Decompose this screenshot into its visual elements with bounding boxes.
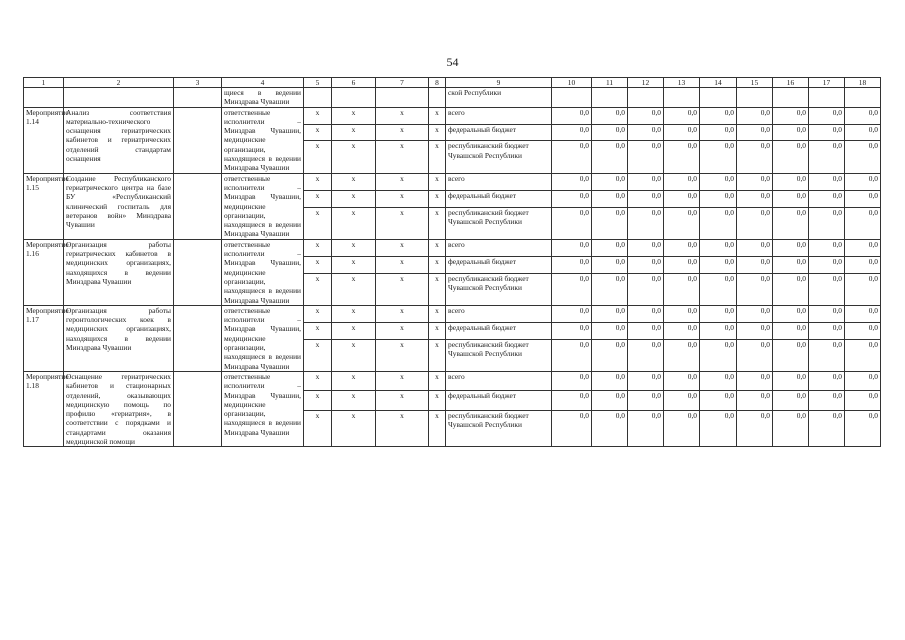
value-cell: 0,0 bbox=[737, 207, 773, 239]
code-cell: x bbox=[332, 141, 376, 173]
measure-name: Организация работы гериатрических кабинетов в медицинских организациях, находящихся в ведении Минздрава Чувашии bbox=[64, 239, 174, 305]
code-cell: x bbox=[304, 273, 332, 305]
value-cell: 0,0 bbox=[628, 305, 664, 322]
table-cell: ской Республики bbox=[446, 88, 552, 108]
code-cell: x bbox=[429, 391, 446, 410]
table-row bbox=[24, 239, 881, 256]
value-cell: 0,0 bbox=[664, 124, 700, 141]
code-cell: x bbox=[332, 256, 376, 273]
value-cell: 0,0 bbox=[592, 273, 628, 305]
value-cell: 0,0 bbox=[773, 371, 809, 390]
table-cell bbox=[174, 371, 222, 446]
value-cell: 0,0 bbox=[592, 410, 628, 447]
code-cell: x bbox=[332, 190, 376, 207]
funding-source: республиканский бюджет Чувашской Республики bbox=[446, 410, 552, 447]
code-cell: x bbox=[429, 322, 446, 339]
value-cell: 0,0 bbox=[628, 239, 664, 256]
value-cell: 0,0 bbox=[592, 207, 628, 239]
value-cell: 0,0 bbox=[552, 273, 592, 305]
table-cell bbox=[809, 88, 845, 108]
code-cell: x bbox=[304, 207, 332, 239]
value-cell: 0,0 bbox=[773, 141, 809, 173]
value-cell: 0,0 bbox=[700, 391, 737, 410]
funding-source: всего bbox=[446, 107, 552, 124]
table-cell bbox=[174, 239, 222, 305]
code-cell: x bbox=[332, 339, 376, 371]
code-cell: x bbox=[376, 339, 429, 371]
value-cell: 0,0 bbox=[628, 391, 664, 410]
column-header: 11 bbox=[592, 78, 628, 88]
value-cell: 0,0 bbox=[809, 410, 845, 447]
value-cell: 0,0 bbox=[809, 339, 845, 371]
code-cell: x bbox=[376, 273, 429, 305]
value-cell: 0,0 bbox=[809, 322, 845, 339]
value-cell: 0,0 bbox=[700, 207, 737, 239]
value-cell: 0,0 bbox=[664, 256, 700, 273]
code-cell: x bbox=[376, 410, 429, 447]
column-header: 2 bbox=[64, 78, 174, 88]
code-cell: x bbox=[429, 371, 446, 390]
value-cell: 0,0 bbox=[773, 107, 809, 124]
value-cell: 0,0 bbox=[809, 207, 845, 239]
column-header: 4 bbox=[222, 78, 304, 88]
value-cell: 0,0 bbox=[552, 107, 592, 124]
measure-name: Анализ соответствия материально-технического оснащения гериатрических кабинетов и гериатрических отделений стандартам оснащения bbox=[64, 107, 174, 173]
value-cell: 0,0 bbox=[809, 239, 845, 256]
code-cell: x bbox=[376, 322, 429, 339]
value-cell: 0,0 bbox=[700, 371, 737, 390]
column-header: 14 bbox=[700, 78, 737, 88]
value-cell: 0,0 bbox=[845, 173, 881, 190]
table-cell bbox=[376, 88, 429, 108]
value-cell: 0,0 bbox=[809, 273, 845, 305]
table-cell bbox=[174, 173, 222, 239]
table-cell bbox=[304, 88, 332, 108]
value-cell: 0,0 bbox=[700, 190, 737, 207]
value-cell: 0,0 bbox=[773, 391, 809, 410]
code-cell: x bbox=[376, 207, 429, 239]
value-cell: 0,0 bbox=[592, 190, 628, 207]
value-cell: 0,0 bbox=[552, 207, 592, 239]
value-cell: 0,0 bbox=[592, 173, 628, 190]
column-header: 13 bbox=[664, 78, 700, 88]
column-header: 15 bbox=[737, 78, 773, 88]
table-row bbox=[24, 305, 881, 322]
value-cell: 0,0 bbox=[592, 141, 628, 173]
measure-label: Мероприятие 1.15 bbox=[24, 173, 64, 239]
table-cell bbox=[592, 88, 628, 108]
code-cell: x bbox=[304, 173, 332, 190]
code-cell: x bbox=[332, 107, 376, 124]
value-cell: 0,0 bbox=[552, 256, 592, 273]
code-cell: x bbox=[304, 371, 332, 390]
value-cell: 0,0 bbox=[552, 305, 592, 322]
value-cell: 0,0 bbox=[845, 322, 881, 339]
column-header: 12 bbox=[628, 78, 664, 88]
value-cell: 0,0 bbox=[664, 305, 700, 322]
column-header: 6 bbox=[332, 78, 376, 88]
code-cell: x bbox=[332, 322, 376, 339]
value-cell: 0,0 bbox=[628, 322, 664, 339]
value-cell: 0,0 bbox=[737, 107, 773, 124]
value-cell: 0,0 bbox=[773, 273, 809, 305]
value-cell: 0,0 bbox=[737, 190, 773, 207]
table-cell bbox=[174, 305, 222, 371]
table-cell bbox=[628, 88, 664, 108]
value-cell: 0,0 bbox=[773, 124, 809, 141]
code-cell: x bbox=[376, 107, 429, 124]
table-row bbox=[24, 173, 881, 190]
measure-executors: ответственные исполнители – Минздрав Чувашии, медицинские организации, находящиеся в ведении Минздрава Чувашии bbox=[222, 107, 304, 173]
code-cell: x bbox=[429, 410, 446, 447]
measure-name: Организация работы геронтологических коек в медицинских организациях, находящихся в ведении Минздрава Чувашии bbox=[64, 305, 174, 371]
value-cell: 0,0 bbox=[700, 239, 737, 256]
value-cell: 0,0 bbox=[552, 141, 592, 173]
code-cell: x bbox=[332, 410, 376, 447]
value-cell: 0,0 bbox=[773, 322, 809, 339]
value-cell: 0,0 bbox=[700, 173, 737, 190]
code-cell: x bbox=[332, 173, 376, 190]
code-cell: x bbox=[332, 391, 376, 410]
value-cell: 0,0 bbox=[592, 256, 628, 273]
value-cell: 0,0 bbox=[737, 124, 773, 141]
value-cell: 0,0 bbox=[845, 339, 881, 371]
code-cell: x bbox=[304, 339, 332, 371]
value-cell: 0,0 bbox=[773, 239, 809, 256]
value-cell: 0,0 bbox=[845, 273, 881, 305]
value-cell: 0,0 bbox=[592, 339, 628, 371]
value-cell: 0,0 bbox=[737, 173, 773, 190]
funding-source: федеральный бюджет bbox=[446, 190, 552, 207]
value-cell: 0,0 bbox=[628, 141, 664, 173]
value-cell: 0,0 bbox=[737, 339, 773, 371]
table-cell bbox=[332, 88, 376, 108]
code-cell: x bbox=[332, 124, 376, 141]
column-header: 1 bbox=[24, 78, 64, 88]
value-cell: 0,0 bbox=[664, 207, 700, 239]
value-cell: 0,0 bbox=[809, 141, 845, 173]
code-cell: x bbox=[429, 339, 446, 371]
value-cell: 0,0 bbox=[628, 273, 664, 305]
table-cell bbox=[737, 88, 773, 108]
value-cell: 0,0 bbox=[664, 339, 700, 371]
value-cell: 0,0 bbox=[773, 410, 809, 447]
column-header: 8 bbox=[429, 78, 446, 88]
measure-label: Мероприятие 1.18 bbox=[24, 371, 64, 446]
table-cell bbox=[552, 88, 592, 108]
value-cell: 0,0 bbox=[700, 305, 737, 322]
measure-name: Создание Республиканского гериатрического центра на базе БУ «Республиканский клинический госпиталь для ветеранов войн» Минздрава Чувашии bbox=[64, 173, 174, 239]
column-header: 10 bbox=[552, 78, 592, 88]
code-cell: x bbox=[304, 391, 332, 410]
value-cell: 0,0 bbox=[592, 305, 628, 322]
value-cell: 0,0 bbox=[700, 322, 737, 339]
funding-source: всего bbox=[446, 239, 552, 256]
value-cell: 0,0 bbox=[773, 190, 809, 207]
funding-source: республиканский бюджет Чувашской Республики bbox=[446, 273, 552, 305]
code-cell: x bbox=[332, 273, 376, 305]
value-cell: 0,0 bbox=[809, 124, 845, 141]
continuation-row bbox=[24, 88, 881, 108]
value-cell: 0,0 bbox=[809, 190, 845, 207]
funding-source: всего bbox=[446, 173, 552, 190]
code-cell: x bbox=[429, 141, 446, 173]
code-cell: x bbox=[429, 173, 446, 190]
value-cell: 0,0 bbox=[737, 391, 773, 410]
code-cell: x bbox=[332, 207, 376, 239]
value-cell: 0,0 bbox=[592, 124, 628, 141]
value-cell: 0,0 bbox=[845, 239, 881, 256]
value-cell: 0,0 bbox=[628, 256, 664, 273]
code-cell: x bbox=[376, 391, 429, 410]
value-cell: 0,0 bbox=[737, 273, 773, 305]
code-cell: x bbox=[376, 190, 429, 207]
value-cell: 0,0 bbox=[737, 305, 773, 322]
value-cell: 0,0 bbox=[700, 410, 737, 447]
code-cell: x bbox=[429, 256, 446, 273]
value-cell: 0,0 bbox=[664, 107, 700, 124]
column-header: 17 bbox=[809, 78, 845, 88]
measure-name: Оснащение гериатрических кабинетов и стационарных отделений, оказывающих медицинскую помощь по профилю «гериатрия», в соответствии с порядками и стандартами оказания медицинской помощи bbox=[64, 371, 174, 446]
table-cell bbox=[845, 88, 881, 108]
value-cell: 0,0 bbox=[845, 207, 881, 239]
code-cell: x bbox=[376, 305, 429, 322]
code-cell: x bbox=[376, 173, 429, 190]
value-cell: 0,0 bbox=[773, 305, 809, 322]
code-cell: x bbox=[429, 273, 446, 305]
code-cell: x bbox=[429, 207, 446, 239]
value-cell: 0,0 bbox=[664, 190, 700, 207]
value-cell: 0,0 bbox=[809, 371, 845, 390]
value-cell: 0,0 bbox=[628, 339, 664, 371]
value-cell: 0,0 bbox=[809, 107, 845, 124]
value-cell: 0,0 bbox=[592, 391, 628, 410]
value-cell: 0,0 bbox=[809, 173, 845, 190]
value-cell: 0,0 bbox=[664, 410, 700, 447]
value-cell: 0,0 bbox=[552, 239, 592, 256]
table-cell bbox=[700, 88, 737, 108]
value-cell: 0,0 bbox=[809, 391, 845, 410]
table-cell bbox=[664, 88, 700, 108]
value-cell: 0,0 bbox=[773, 339, 809, 371]
budget-table bbox=[23, 77, 881, 447]
value-cell: 0,0 bbox=[628, 190, 664, 207]
funding-source: республиканский бюджет Чувашской Республики bbox=[446, 141, 552, 173]
value-cell: 0,0 bbox=[552, 410, 592, 447]
value-cell: 0,0 bbox=[628, 371, 664, 390]
table-cell bbox=[174, 88, 222, 108]
value-cell: 0,0 bbox=[552, 173, 592, 190]
column-header: 5 bbox=[304, 78, 332, 88]
measure-executors: ответственные исполнители – Минздрав Чувашии, медицинские организации, находящиеся в ведении Минздрава Чувашии bbox=[222, 173, 304, 239]
value-cell: 0,0 bbox=[700, 124, 737, 141]
value-cell: 0,0 bbox=[664, 322, 700, 339]
code-cell: x bbox=[304, 256, 332, 273]
value-cell: 0,0 bbox=[628, 410, 664, 447]
code-cell: x bbox=[376, 124, 429, 141]
code-cell: x bbox=[332, 371, 376, 390]
code-cell: x bbox=[304, 322, 332, 339]
value-cell: 0,0 bbox=[552, 391, 592, 410]
value-cell: 0,0 bbox=[845, 124, 881, 141]
column-header: 3 bbox=[174, 78, 222, 88]
code-cell: x bbox=[429, 124, 446, 141]
value-cell: 0,0 bbox=[700, 107, 737, 124]
code-cell: x bbox=[332, 239, 376, 256]
measure-label: Мероприятие 1.17 bbox=[24, 305, 64, 371]
code-cell: x bbox=[429, 239, 446, 256]
code-cell: x bbox=[304, 305, 332, 322]
value-cell: 0,0 bbox=[552, 190, 592, 207]
value-cell: 0,0 bbox=[700, 141, 737, 173]
value-cell: 0,0 bbox=[700, 339, 737, 371]
value-cell: 0,0 bbox=[845, 190, 881, 207]
funding-source: республиканский бюджет Чувашской Республики bbox=[446, 339, 552, 371]
code-cell: x bbox=[304, 141, 332, 173]
value-cell: 0,0 bbox=[773, 173, 809, 190]
measure-executors: ответственные исполнители – Минздрав Чувашии, медицинские организации, находящиеся в ведении Минздрава Чувашии bbox=[222, 239, 304, 305]
code-cell: x bbox=[304, 239, 332, 256]
value-cell: 0,0 bbox=[592, 107, 628, 124]
value-cell: 0,0 bbox=[592, 239, 628, 256]
value-cell: 0,0 bbox=[737, 239, 773, 256]
column-header: 9 bbox=[446, 78, 552, 88]
code-cell: x bbox=[376, 371, 429, 390]
value-cell: 0,0 bbox=[737, 410, 773, 447]
value-cell: 0,0 bbox=[628, 207, 664, 239]
table-row bbox=[24, 107, 881, 124]
code-cell: x bbox=[376, 256, 429, 273]
value-cell: 0,0 bbox=[664, 239, 700, 256]
value-cell: 0,0 bbox=[552, 371, 592, 390]
value-cell: 0,0 bbox=[628, 173, 664, 190]
value-cell: 0,0 bbox=[552, 339, 592, 371]
value-cell: 0,0 bbox=[773, 256, 809, 273]
value-cell: 0,0 bbox=[664, 273, 700, 305]
value-cell: 0,0 bbox=[773, 207, 809, 239]
value-cell: 0,0 bbox=[845, 371, 881, 390]
column-header: 18 bbox=[845, 78, 881, 88]
value-cell: 0,0 bbox=[845, 256, 881, 273]
table-cell bbox=[773, 88, 809, 108]
value-cell: 0,0 bbox=[737, 371, 773, 390]
table-body bbox=[24, 88, 881, 447]
value-cell: 0,0 bbox=[552, 322, 592, 339]
value-cell: 0,0 bbox=[700, 273, 737, 305]
page-number: 54 bbox=[446, 55, 459, 69]
measure-label: Мероприятие 1.14 bbox=[24, 107, 64, 173]
value-cell: 0,0 bbox=[664, 173, 700, 190]
code-cell: x bbox=[429, 305, 446, 322]
code-cell: x bbox=[304, 410, 332, 447]
column-header: 16 bbox=[773, 78, 809, 88]
code-cell: x bbox=[376, 141, 429, 173]
table-cell bbox=[24, 88, 64, 108]
value-cell: 0,0 bbox=[845, 107, 881, 124]
funding-source: федеральный бюджет bbox=[446, 124, 552, 141]
measure-executors: ответственные исполнители – Минздрав Чувашии, медицинские организации, находящиеся в ведении Минздрава Чувашии bbox=[222, 371, 304, 446]
value-cell: 0,0 bbox=[592, 322, 628, 339]
value-cell: 0,0 bbox=[809, 256, 845, 273]
value-cell: 0,0 bbox=[737, 256, 773, 273]
table-cell: щиеся в ведении Минздрава Чувашии bbox=[222, 88, 304, 108]
value-cell: 0,0 bbox=[628, 107, 664, 124]
funding-source: всего bbox=[446, 371, 552, 390]
value-cell: 0,0 bbox=[664, 371, 700, 390]
value-cell: 0,0 bbox=[700, 256, 737, 273]
table-row bbox=[24, 371, 881, 390]
value-cell: 0,0 bbox=[592, 371, 628, 390]
value-cell: 0,0 bbox=[845, 141, 881, 173]
code-cell: x bbox=[429, 190, 446, 207]
value-cell: 0,0 bbox=[845, 305, 881, 322]
value-cell: 0,0 bbox=[737, 322, 773, 339]
value-cell: 0,0 bbox=[628, 124, 664, 141]
table-cell bbox=[174, 107, 222, 173]
code-cell: x bbox=[429, 107, 446, 124]
funding-source: федеральный бюджет bbox=[446, 256, 552, 273]
value-cell: 0,0 bbox=[845, 410, 881, 447]
table-cell bbox=[64, 88, 174, 108]
value-cell: 0,0 bbox=[552, 124, 592, 141]
code-cell: x bbox=[332, 305, 376, 322]
funding-source: всего bbox=[446, 305, 552, 322]
funding-source: федеральный бюджет bbox=[446, 391, 552, 410]
value-cell: 0,0 bbox=[737, 141, 773, 173]
value-cell: 0,0 bbox=[845, 391, 881, 410]
code-cell: x bbox=[304, 124, 332, 141]
code-cell: x bbox=[304, 190, 332, 207]
column-header: 7 bbox=[376, 78, 429, 88]
header-row bbox=[24, 78, 881, 88]
code-cell: x bbox=[304, 107, 332, 124]
value-cell: 0,0 bbox=[664, 141, 700, 173]
value-cell: 0,0 bbox=[664, 391, 700, 410]
funding-source: федеральный бюджет bbox=[446, 322, 552, 339]
value-cell: 0,0 bbox=[809, 305, 845, 322]
table-cell bbox=[429, 88, 446, 108]
measure-executors: ответственные исполнители – Минздрав Чувашии, медицинские организации, находящиеся в ведении Минздрава Чувашии bbox=[222, 305, 304, 371]
funding-source: республиканский бюджет Чувашской Республики bbox=[446, 207, 552, 239]
measure-label: Мероприятие 1.16 bbox=[24, 239, 64, 305]
code-cell: x bbox=[376, 239, 429, 256]
table-header bbox=[24, 78, 881, 88]
